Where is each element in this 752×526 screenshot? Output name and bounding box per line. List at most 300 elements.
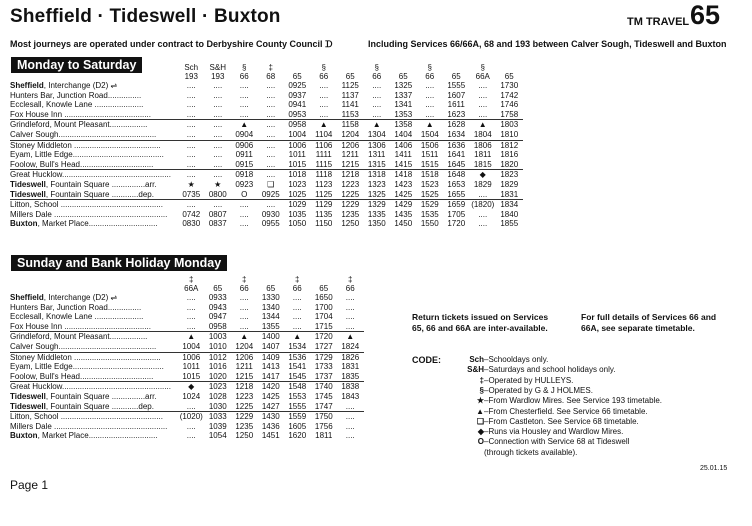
departure-time: 1409: [261, 352, 280, 362]
header-spacer: [10, 72, 178, 81]
departure-time: 1756: [314, 421, 333, 431]
stop-detail: , Fountain Square ...............arr.: [45, 179, 157, 189]
departure-time: 1534: [284, 342, 311, 352]
stop-detail: , Market Place...............................: [37, 431, 158, 441]
departure-time: ....: [213, 100, 223, 110]
departure-time: 1229: [341, 200, 360, 210]
departure-time: 1435: [394, 209, 413, 219]
departure-time: 1816: [500, 150, 519, 160]
timetable-row: [10, 180, 523, 190]
stop-detail: Grindleford, Mount Pleasant.................: [10, 332, 148, 342]
departure-time: 1225: [231, 402, 258, 412]
column-code: ‡: [189, 275, 194, 284]
departure-time: 1648: [447, 170, 466, 180]
departure-time: (1020): [179, 412, 203, 422]
column-route: 65: [266, 284, 276, 293]
header-spacer: [10, 275, 178, 284]
departure-time: 1004: [178, 342, 205, 352]
departure-time: ....: [372, 81, 382, 90]
departure-time: 1700: [314, 302, 333, 312]
timetable-row: [10, 382, 364, 392]
departure-time: ....: [372, 100, 382, 110]
stop-detail: Calver Sough............................................: [10, 341, 157, 351]
departure-time: 1645: [443, 160, 470, 170]
departure-time: 1450: [394, 219, 413, 229]
departure-time: 1815: [470, 160, 497, 170]
departure-time: 1855: [500, 219, 519, 229]
departure-time: 1118: [315, 170, 333, 180]
timetable-row: [10, 219, 523, 229]
code-symbol: ◆: [477, 427, 484, 437]
departure-time: 1811: [315, 431, 333, 441]
stop-detail: , Interchange (D2) ⇌: [43, 81, 118, 90]
departure-time: 1535: [420, 209, 439, 219]
departure-time: 1337: [394, 90, 413, 100]
departure-time: 0933: [208, 293, 227, 302]
stop-detail: Eyam, Little Edge.........................................: [10, 150, 164, 160]
departure-time: 1824: [337, 342, 364, 352]
departure-time: 1250: [235, 431, 254, 441]
departure-time: 1012: [208, 352, 227, 362]
stop-name: [10, 130, 178, 140]
departure-time: ....: [478, 209, 488, 219]
departure-time: ....: [186, 421, 196, 431]
departure-time: ....: [345, 293, 355, 302]
departure-time: 1555: [447, 81, 466, 90]
departure-time: ....: [311, 110, 338, 120]
timetable-row: [10, 120, 523, 130]
departure-time: ....: [213, 150, 223, 160]
stop-name: [10, 100, 178, 110]
departure-time: 1620: [288, 431, 307, 441]
page-title: Sheffield · Tideswell · Buxton: [10, 6, 281, 27]
stop-name: [10, 293, 178, 303]
departure-time: ....: [239, 100, 249, 110]
stop-detail: Stoney Middleton .......................................: [10, 140, 161, 150]
departure-time: 0937: [288, 90, 307, 100]
departure-time: 0958: [205, 322, 232, 332]
column-code-row: [10, 275, 364, 284]
departure-time: ....: [239, 200, 249, 210]
departure-time: 1011: [182, 362, 200, 372]
departure-time: ....: [266, 200, 276, 210]
departure-time: 1325: [394, 81, 413, 90]
departure-time: 1153: [337, 110, 364, 120]
departure-time: ....: [478, 100, 488, 110]
departure-time: ....: [239, 219, 249, 229]
departure-time: 0906: [235, 140, 254, 150]
column-route: 66: [239, 72, 249, 81]
code-item: [454, 407, 648, 417]
stop-name: [10, 372, 178, 382]
stop-name: [10, 219, 178, 229]
departure-time: 1015: [284, 160, 311, 170]
departure-time: 1506: [420, 140, 439, 150]
departure-time: 1023: [288, 179, 307, 189]
departure-time: 1018: [288, 170, 307, 180]
departure-time: ....: [425, 90, 435, 100]
code-symbol: §: [479, 385, 484, 395]
departure-time: ....: [345, 412, 355, 422]
departure-time: ....: [186, 150, 196, 160]
departure-time: ▲: [478, 120, 487, 130]
departure-time: 1115: [311, 160, 338, 170]
departure-time: 1655: [443, 190, 470, 200]
departure-time: 1555: [284, 402, 311, 412]
departure-time: 1758: [496, 110, 523, 120]
code-item: [454, 386, 593, 396]
departure-time: ....: [266, 120, 276, 130]
departure-time: 1039: [208, 421, 227, 431]
column-route: 65: [319, 284, 329, 293]
departure-time: 1423: [394, 179, 413, 189]
full-details-note: For full details of Services 66 and 66A, see separate timetable.: [581, 312, 717, 333]
departure-time: ....: [239, 293, 249, 302]
departure-time: 1335: [367, 209, 386, 219]
departure-time: ....: [213, 140, 223, 150]
departure-time: 0953: [284, 110, 311, 120]
departure-time: ....: [239, 81, 249, 90]
departure-time: 1417: [258, 372, 285, 382]
timetable-row: [10, 100, 523, 110]
code-symbol: ★: [476, 396, 484, 406]
departure-time: ....: [345, 431, 355, 441]
column-code: [205, 275, 232, 284]
stop-town: Tideswell: [10, 401, 46, 411]
departure-time: ....: [239, 312, 249, 322]
stop-detail: Millers Dale ...................................................: [10, 421, 168, 431]
stop-detail: , Market Place...............................: [37, 219, 158, 229]
stop-name: [10, 322, 178, 332]
column-route: 65: [292, 72, 302, 81]
departure-time: 1006: [182, 352, 201, 362]
code-item: [454, 448, 577, 458]
stop-detail: Foolow, Bull's Head.................................: [10, 371, 154, 381]
departure-time: 1705: [447, 209, 466, 219]
departure-time: 0800: [205, 190, 232, 200]
departure-time: 1559: [288, 412, 307, 422]
departure-time: 1715: [311, 322, 338, 332]
departure-time: ....: [337, 322, 364, 332]
column-route: 65: [213, 284, 223, 293]
code-description: –Saturdays and school holidays only.: [484, 365, 616, 375]
header-spacer: [10, 63, 178, 72]
column-code: [337, 63, 364, 72]
departure-time: 1659: [447, 200, 466, 210]
stop-detail: Grindleford, Mount Pleasant.................: [10, 120, 148, 130]
departure-time: ▲: [425, 120, 434, 130]
stop-town: Sheffield: [10, 81, 44, 90]
departure-time: 1729: [314, 352, 333, 362]
departure-time: ▲: [319, 120, 328, 130]
column-code: ‡: [295, 275, 300, 284]
departure-time: 1605: [288, 421, 307, 431]
departure-time: ....: [178, 130, 205, 140]
code-description: –From Wardlow Mires. See Service 193 timetable.: [484, 396, 662, 406]
stop-detail: Hunters Bar, Junction Road...............: [10, 302, 142, 312]
departure-time: ....: [178, 160, 205, 170]
departure-time: 1250: [341, 219, 360, 229]
stop-name: [10, 382, 178, 392]
departure-time: 1024: [182, 391, 201, 401]
departure-time: 1831: [496, 190, 523, 200]
departure-time: 1035: [288, 209, 307, 219]
departure-time: 1016: [208, 362, 227, 372]
stop-name: [10, 303, 178, 313]
departure-time: 1235: [341, 209, 360, 219]
departure-time: 1111: [315, 150, 332, 160]
departure-time: ....: [186, 90, 196, 100]
departure-time: (1820): [471, 200, 495, 210]
departure-time: 1106: [315, 140, 333, 150]
departure-time: 1211: [341, 150, 359, 160]
code-description: (through tickets available).: [484, 447, 578, 457]
code-item: [454, 365, 616, 375]
departure-time: 1235: [235, 421, 254, 431]
stop-detail: , Fountain Square ...............arr.: [45, 391, 157, 401]
departure-time: 0904: [231, 130, 258, 140]
departure-time: ....: [364, 110, 391, 120]
column-route: 66: [345, 284, 355, 293]
departure-time: 1730: [500, 81, 519, 90]
departure-time: ....: [266, 150, 276, 160]
stop-town: Buxton: [10, 219, 38, 229]
departure-time: 1653: [447, 179, 466, 189]
departure-time: ....: [372, 90, 382, 100]
departure-time: 1400: [261, 332, 280, 342]
departure-time: ....: [186, 200, 196, 210]
timetable-row: [10, 392, 364, 402]
timetable-row: [10, 81, 523, 91]
departure-time: 1015: [178, 372, 205, 382]
departure-time: 1225: [337, 190, 364, 200]
stop-name: [10, 170, 178, 180]
stop-town: Tideswell: [10, 391, 46, 401]
column-route: 66: [319, 72, 329, 81]
departure-time: 1420: [261, 382, 280, 392]
departure-time: ....: [470, 110, 497, 120]
departure-time: 1529: [420, 200, 439, 210]
departure-time: 0911: [235, 150, 253, 160]
column-route: 66: [239, 284, 249, 293]
column-route: 65: [345, 72, 355, 81]
timetable-row: [10, 160, 523, 170]
stop-town: Buxton: [10, 431, 38, 441]
departure-time: 1340: [261, 302, 280, 312]
column-code: [390, 63, 417, 72]
timetable-row: [10, 150, 523, 160]
code-item: [454, 396, 662, 406]
departure-time: 1840: [500, 209, 519, 219]
departure-time: 1750: [314, 412, 333, 422]
stop-name: [10, 160, 178, 170]
departure-time: 1548: [288, 382, 307, 392]
departure-time: 0941: [288, 100, 307, 110]
timetable-row: [10, 322, 364, 332]
code-description: –Operated by HULLEYS.: [484, 375, 574, 385]
departure-time: 1330: [261, 293, 280, 302]
column-route: 68: [266, 72, 276, 81]
departure-time: 1742: [500, 90, 519, 100]
departure-time: 1304: [364, 130, 391, 140]
departure-time: 1004: [284, 130, 311, 140]
departure-time: 1636: [447, 140, 466, 150]
timetable-row: [10, 332, 364, 342]
departure-time: 0742: [182, 209, 201, 219]
code-symbol: Sch: [469, 355, 484, 364]
departure-time: 1425: [390, 190, 417, 200]
departure-time: ....: [186, 81, 196, 90]
departure-time: ....: [258, 130, 285, 140]
departure-time: 1029: [288, 200, 307, 210]
departure-time: ▲: [346, 332, 355, 342]
departure-time: 1545: [284, 372, 311, 382]
departure-time: 1425: [261, 391, 280, 401]
stop-detail: Ecclesall, Knowle Lane ......................: [10, 312, 144, 322]
departure-time: ....: [258, 110, 285, 120]
departure-time: 0925: [288, 81, 307, 90]
operator-name: TM TRAVEL: [627, 16, 690, 28]
departure-time: ★: [187, 179, 195, 189]
departure-time: ....: [284, 322, 311, 332]
departure-time: 1030: [205, 402, 232, 412]
departure-time: ....: [292, 302, 302, 312]
departure-time: ....: [205, 160, 232, 170]
departure-time: ....: [213, 81, 223, 90]
departure-time: ....: [470, 190, 497, 200]
departure-time: 1823: [500, 170, 519, 180]
departure-time: ....: [292, 312, 302, 322]
departure-time: 1150: [315, 219, 333, 229]
departure-time: 1218: [235, 382, 254, 392]
departure-time: ▲: [240, 332, 249, 342]
departure-time: ....: [478, 81, 488, 90]
stop-detail: , Interchange (D2) ⇌: [43, 293, 118, 302]
departure-time: 0925: [258, 190, 285, 200]
departure-time: 1746: [500, 100, 519, 110]
departure-time: 1628: [447, 120, 466, 130]
stop-detail: Ecclesall, Knowle Lane ......................: [10, 100, 144, 110]
departure-time: 0923: [235, 179, 254, 189]
timetable-row: [10, 422, 364, 432]
departure-time: 1427: [258, 402, 285, 412]
departure-time: ....: [345, 302, 355, 312]
departure-time: 1141: [341, 100, 359, 110]
departure-time: 1650: [314, 293, 333, 302]
timetable-row: [10, 200, 523, 210]
stop-name: [10, 332, 178, 342]
stop-town: Tideswell: [10, 179, 46, 189]
departure-time: 1515: [417, 160, 444, 170]
code-item: [454, 417, 639, 427]
column-code: §: [242, 63, 247, 72]
column-route: 66A: [184, 284, 199, 293]
stop-name: [10, 362, 178, 372]
departure-time: 0807: [208, 209, 227, 219]
departure-time: 1436: [261, 421, 280, 431]
departure-time: ....: [425, 81, 435, 90]
column-route: 65: [451, 72, 461, 81]
column-code: [258, 275, 285, 284]
departure-time: 1023: [208, 382, 227, 392]
page-number: Page 1: [10, 478, 49, 492]
departure-time: 1229: [235, 412, 254, 422]
departure-time: ....: [345, 421, 355, 431]
timetable-row: [10, 402, 364, 412]
departure-time: 1006: [288, 140, 307, 150]
departure-time: 1727: [311, 342, 338, 352]
departure-time: 1804: [470, 130, 497, 140]
departure-time: 1429: [394, 200, 413, 210]
departure-time: 1806: [473, 140, 492, 150]
stop-name: [10, 110, 178, 120]
timetable-row: [10, 372, 364, 382]
code-symbol: ‡: [479, 375, 484, 385]
departure-time: 1025: [284, 190, 311, 200]
departure-time: 1623: [443, 110, 470, 120]
departure-time: ....: [239, 209, 249, 219]
timetable-row: [10, 190, 523, 200]
departure-time: ....: [213, 170, 223, 180]
column-code: ‡: [348, 275, 353, 284]
departure-time: 1812: [500, 140, 519, 150]
departure-time: 1003: [208, 332, 227, 342]
departure-time: 1838: [341, 382, 360, 392]
departure-time: 1737: [311, 372, 338, 382]
departure-time: 1553: [288, 391, 307, 401]
departure-time: 0735: [178, 190, 205, 200]
departure-time: 1329: [367, 200, 386, 210]
column-route: 193: [211, 72, 225, 81]
departure-time: ....: [186, 431, 196, 441]
stop-name: [10, 140, 178, 150]
departure-time: ....: [478, 90, 488, 100]
departure-time: ❑: [267, 179, 275, 189]
code-symbol: ▲: [476, 406, 484, 416]
departure-time: 1204: [231, 342, 258, 352]
stop-name: [10, 180, 178, 190]
departure-time: ◆: [479, 170, 486, 180]
departure-time: 0955: [261, 219, 280, 229]
departure-time: ◆: [188, 382, 195, 392]
departure-time: ....: [213, 200, 223, 210]
departure-time: 1318: [367, 170, 386, 180]
departure-time: ....: [231, 322, 258, 332]
column-code: [496, 63, 523, 72]
departure-time: 1740: [314, 382, 333, 392]
timetable-row: [10, 412, 364, 422]
departure-time: 0830: [182, 219, 201, 229]
timetable-row: [10, 312, 364, 322]
departure-time: 1843: [341, 391, 360, 401]
column-route-row: [10, 72, 523, 81]
departure-time: 1518: [420, 170, 439, 180]
code-description: –Operated by G & J HOLMES.: [484, 385, 593, 395]
departure-time: ....: [319, 90, 329, 100]
departure-time: 1829: [500, 179, 519, 189]
sunday-banner: Sunday and Bank Holiday Monday: [11, 255, 227, 271]
departure-time: ....: [319, 100, 329, 110]
departure-time: 1641: [447, 150, 466, 160]
code-item: [454, 427, 623, 437]
departure-time: ▲: [240, 120, 249, 130]
code-item: [454, 437, 629, 447]
sunday-timetable: [10, 275, 364, 441]
departure-time: 1218: [341, 170, 360, 180]
timetable-row: [10, 303, 364, 313]
stop-name: [10, 431, 178, 441]
stop-detail: Great Hucklow.................................................: [10, 170, 171, 180]
